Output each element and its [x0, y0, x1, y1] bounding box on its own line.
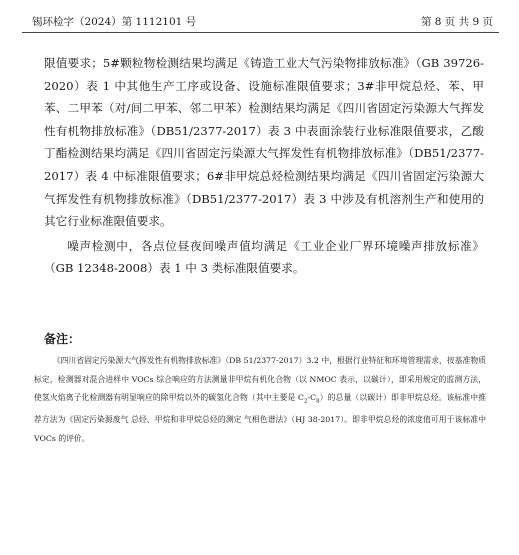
remarks-paragraph [34, 352, 486, 448]
document-number: 锡环检字（2024）第 1112101 号 [32, 16, 197, 28]
page-number: 第 8 页 共 9 页 [420, 16, 493, 28]
conclusion-paragraph-noise: 噪声检测中，各点位昼夜间噪声值均满足《工业企业厂界环境噪声排放标准》（GB 12348-2008）表 1 中 3 类标准限值要求。 [44, 238, 484, 276]
remarks-note [34, 352, 486, 448]
remarks-subscript-start: 2 [304, 398, 308, 405]
remarks-title: 备注： [44, 332, 81, 346]
remarks-subscript-end: 8 [316, 398, 320, 405]
report-body [44, 52, 484, 280]
remarks-text-part3: ）的总量（以碳计）即非甲烷总烃。该标准中推荐方法为《固定污染源废气 总烃、甲烷和非甲烷总烃的测定 气相色谱法》（HJ 38-2017）。即非甲烷总烃的浓度值可用于该标准中 VOCs 的评价。 [34, 393, 486, 443]
remarks-text-part1: 《四川省固定污染源大气挥发性有机物排放标准》（DB 51/2377-2017）3.2 中，根据行业特征和环境管理需求，按基准物质标定，检测器对混合进样中 VOCs 综合响应的方法测量非甲烷有机化合物（以 NMOC 表示，以碳计），即采用规定的监测方法，使氢火焰离子化检测器有明显响应的除甲烷以外的碳氢化合物（其中主要是 C [34, 356, 486, 402]
page-header [22, 12, 499, 33]
remarks-text-part2: -C [307, 393, 317, 402]
conclusion-paragraph-air: 限值要求；5#颗粒物检测结果均满足《铸造工业大气污染物排放标准》（GB 39726-2020）表 1 中其他生产工序或设备、设施标准限值要求；3#非甲烷总烃、苯、甲苯、二甲苯（对/间二甲苯、邻二甲苯）检测结果均满足《四川省固定污染源大气挥发性有机物排放标准》（DB51/2377-2017）表 3 中表面涂装行业标准限值要求，乙酸丁酯检测结果均满足《四川省固定污染源大气挥发性有机物排放标准》（DB51/2377-2017）表 4 中标准限值要求；6#非甲烷总烃检测结果均满足《四川省固定污染源大气挥发性有机物排放标准》（DB51/2377-2017）表 3 中涉及有机溶剂生产和使用的其它行业标准限值要求。 [44, 56, 484, 229]
